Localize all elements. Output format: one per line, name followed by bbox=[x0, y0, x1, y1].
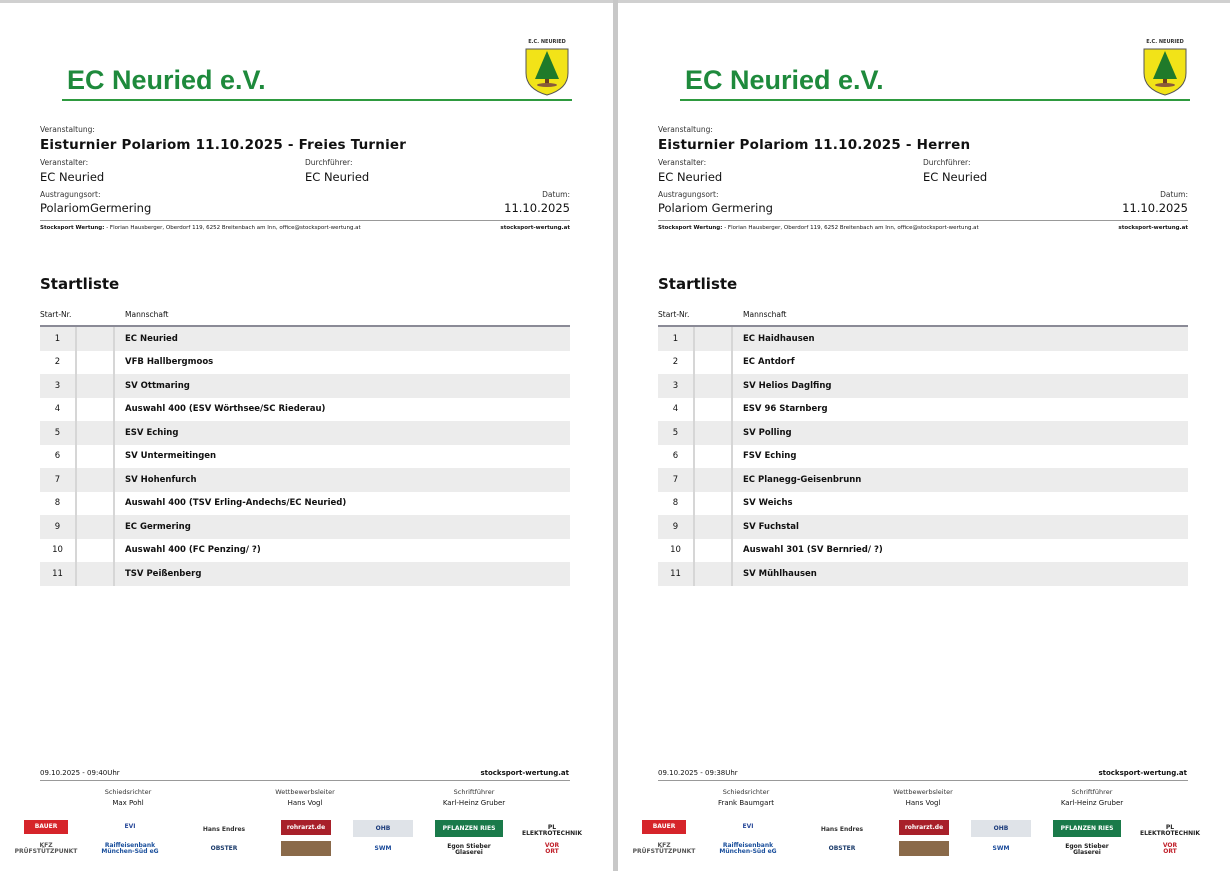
sponsor-logo: rohrarzt.de bbox=[899, 820, 949, 835]
organizer-value: EC Neuried bbox=[40, 170, 105, 184]
sponsor-logo: OBSTER bbox=[818, 840, 866, 858]
organizer-label: Veranstalter: bbox=[658, 158, 707, 167]
empty-cell bbox=[695, 468, 733, 492]
start-list-table bbox=[40, 325, 570, 586]
sponsor-logo: OHB bbox=[971, 820, 1031, 837]
section-title: Startliste bbox=[658, 275, 738, 293]
table-row bbox=[40, 468, 570, 492]
team-name: SV Hohenfurch bbox=[125, 474, 197, 485]
team-name: EC Haidhausen bbox=[743, 333, 815, 344]
sponsor-logo bbox=[899, 841, 949, 856]
svg-text:E.C. NEURIED: E.C. NEURIED bbox=[1146, 39, 1184, 45]
table-row bbox=[658, 468, 1188, 492]
club-brand-title: EC Neuried e.V. bbox=[685, 65, 884, 95]
footer-timestamp: 09.10.2025 - 09:38Uhr bbox=[658, 769, 738, 777]
footer-rule bbox=[40, 780, 570, 781]
sponsor-logo: Egon Stieber Glaserei bbox=[435, 838, 503, 862]
start-number: 11 bbox=[40, 562, 77, 586]
official-name: Karl-Heinz Gruber bbox=[1060, 799, 1124, 807]
sponsor-logo: rohrarzt.de bbox=[281, 820, 331, 835]
table-row bbox=[40, 374, 570, 398]
empty-cell bbox=[695, 351, 733, 375]
executor-value: EC Neuried bbox=[305, 170, 370, 184]
footer-timestamp: 09.10.2025 - 09:40Uhr bbox=[40, 769, 120, 777]
table-row bbox=[658, 398, 1188, 422]
table-row bbox=[40, 327, 570, 351]
organizer-value: EC Neuried bbox=[658, 170, 723, 184]
table-row bbox=[658, 327, 1188, 351]
start-number: 9 bbox=[658, 515, 695, 539]
organizer-label: Veranstalter: bbox=[40, 158, 89, 167]
credit-label: Stocksport Wertung: bbox=[658, 225, 723, 231]
table-row bbox=[658, 492, 1188, 516]
start-number: 4 bbox=[658, 398, 695, 422]
table-row bbox=[40, 445, 570, 469]
sponsor-logo: PL ELEKTROTECHNIK bbox=[1136, 822, 1204, 840]
team-name: SV Ottmaring bbox=[125, 380, 190, 391]
header-rule bbox=[62, 99, 572, 101]
empty-cell bbox=[77, 492, 115, 516]
team-name: SV Mühlhausen bbox=[743, 568, 817, 579]
sponsor-logo: PFLANZEN RIES bbox=[1053, 820, 1121, 837]
document-page bbox=[618, 3, 1230, 871]
sponsor-logo: VOR ORT bbox=[1158, 840, 1182, 858]
sponsor-logo: Egon Stieber Glaserei bbox=[1053, 838, 1121, 862]
column-header-team: Mannschaft bbox=[125, 310, 169, 319]
site-link[interactable]: stocksport-wertung.at bbox=[500, 225, 570, 231]
empty-cell bbox=[695, 398, 733, 422]
empty-cell bbox=[695, 539, 733, 563]
sponsor-logo: Raiffeisenbank München-Süd eG bbox=[90, 840, 170, 858]
start-number: 8 bbox=[658, 492, 695, 516]
team-name: SV Weichs bbox=[743, 498, 793, 509]
team-name: FSV Eching bbox=[743, 451, 797, 462]
start-number: 7 bbox=[658, 468, 695, 492]
empty-cell bbox=[77, 468, 115, 492]
sponsor-logo: OHB bbox=[353, 820, 413, 837]
start-number: 11 bbox=[658, 562, 695, 586]
sponsor-logo: SWM bbox=[353, 841, 413, 856]
table-row bbox=[658, 445, 1188, 469]
official-role: Schiedsrichter bbox=[722, 788, 770, 796]
table-row bbox=[40, 351, 570, 375]
venue-label: Austragungsort: bbox=[40, 190, 101, 199]
event-label: Veranstaltung: bbox=[40, 125, 95, 134]
document-page bbox=[0, 3, 612, 871]
empty-cell bbox=[695, 562, 733, 586]
sponsor-logo bbox=[281, 841, 331, 856]
empty-cell bbox=[77, 445, 115, 469]
team-name: EC Antdorf bbox=[743, 357, 795, 368]
sponsor-logo: KFZ PRÜFSTÜTZPUNKT bbox=[24, 840, 68, 858]
empty-cell bbox=[77, 398, 115, 422]
sponsor-logo: PFLANZEN RIES bbox=[435, 820, 503, 837]
official-role: Schiedsrichter bbox=[104, 788, 152, 796]
empty-cell bbox=[77, 351, 115, 375]
team-name: Auswahl 301 (SV Bernried/ ?) bbox=[743, 545, 883, 556]
column-header-start-nr: Start-Nr. bbox=[658, 310, 690, 319]
sponsor-logo: SWM bbox=[971, 841, 1031, 856]
official-name: Max Pohl bbox=[112, 799, 144, 807]
official-name: Karl-Heinz Gruber bbox=[442, 799, 506, 807]
empty-cell bbox=[695, 515, 733, 539]
footer-rule bbox=[658, 780, 1188, 781]
start-number: 9 bbox=[40, 515, 77, 539]
team-name: Auswahl 400 (FC Penzing/ ?) bbox=[125, 545, 261, 556]
official-role: Schriftführer bbox=[453, 788, 495, 796]
executor-value: EC Neuried bbox=[923, 170, 988, 184]
team-name: EC Planegg-Geisenbrunn bbox=[743, 474, 862, 485]
info-rule bbox=[658, 220, 1188, 221]
table-row bbox=[658, 374, 1188, 398]
venue-label: Austragungsort: bbox=[658, 190, 719, 199]
header-rule bbox=[680, 99, 1190, 101]
start-number: 5 bbox=[40, 421, 77, 445]
start-number: 10 bbox=[40, 539, 77, 563]
sponsor-logo: VOR ORT bbox=[540, 840, 564, 858]
empty-cell bbox=[695, 374, 733, 398]
team-name: EC Germering bbox=[125, 521, 191, 532]
site-link[interactable]: stocksport-wertung.at bbox=[1118, 225, 1188, 231]
info-rule bbox=[40, 220, 570, 221]
start-number: 4 bbox=[40, 398, 77, 422]
date-label: Datum: bbox=[1160, 190, 1188, 199]
credit-text: - Florian Hausberger, Oberdorf 119, 6252 Breitenbach am Inn, office@stocksport-wertung.at bbox=[104, 225, 361, 231]
table-row bbox=[40, 421, 570, 445]
table-row bbox=[658, 515, 1188, 539]
date-value: 11.10.2025 bbox=[1122, 201, 1188, 215]
empty-cell bbox=[695, 492, 733, 516]
table-row bbox=[658, 539, 1188, 563]
executor-label: Durchführer: bbox=[923, 158, 971, 167]
team-name: ESV Eching bbox=[125, 427, 179, 438]
sponsor-logo: EVI bbox=[90, 820, 170, 834]
start-number: 1 bbox=[658, 327, 695, 351]
column-header-team: Mannschaft bbox=[743, 310, 787, 319]
team-name: SV Fuchstal bbox=[743, 521, 799, 532]
footer-site[interactable]: stocksport-wertung.at bbox=[480, 769, 569, 777]
credit-line bbox=[658, 225, 979, 231]
start-number: 3 bbox=[658, 374, 695, 398]
team-name: SV Polling bbox=[743, 427, 792, 438]
credit-line bbox=[40, 225, 361, 231]
official-role: Wettbewerbsleiter bbox=[893, 788, 953, 796]
sponsor-logo: BAUER bbox=[24, 820, 68, 834]
team-name: SV Untermeitingen bbox=[125, 451, 217, 462]
start-number: 3 bbox=[40, 374, 77, 398]
sponsor-logo: Raiffeisenbank München-Süd eG bbox=[708, 840, 788, 858]
svg-text:E.C. NEURIED: E.C. NEURIED bbox=[528, 39, 566, 45]
empty-cell bbox=[77, 374, 115, 398]
official-name: Hans Vogl bbox=[905, 799, 941, 807]
start-number: 10 bbox=[658, 539, 695, 563]
official-name: Frank Baumgart bbox=[717, 799, 775, 807]
footer-site[interactable]: stocksport-wertung.at bbox=[1098, 769, 1187, 777]
club-crest-logo bbox=[520, 37, 574, 97]
team-name: Auswahl 400 (ESV Wörthsee/SC Riederau) bbox=[125, 404, 326, 415]
start-number: 7 bbox=[40, 468, 77, 492]
team-name: SV Helios Daglfing bbox=[743, 380, 832, 391]
start-number: 6 bbox=[40, 445, 77, 469]
official-role: Schriftführer bbox=[1071, 788, 1113, 796]
table-row bbox=[658, 351, 1188, 375]
club-brand-title: EC Neuried e.V. bbox=[67, 65, 266, 95]
table-row bbox=[40, 492, 570, 516]
empty-cell bbox=[695, 445, 733, 469]
team-name: Auswahl 400 (TSV Erling-Andechs/EC Neuried) bbox=[125, 498, 347, 509]
empty-cell bbox=[695, 421, 733, 445]
table-row bbox=[658, 562, 1188, 586]
start-number: 2 bbox=[40, 351, 77, 375]
table-row bbox=[40, 562, 570, 586]
start-number: 5 bbox=[658, 421, 695, 445]
venue-value: PolariomGermering bbox=[40, 201, 152, 215]
date-label: Datum: bbox=[542, 190, 570, 199]
sponsor-logo: KFZ PRÜFSTÜTZPUNKT bbox=[642, 840, 686, 858]
empty-cell bbox=[77, 327, 115, 351]
team-name: ESV 96 Starnberg bbox=[743, 404, 828, 415]
start-number: 2 bbox=[658, 351, 695, 375]
start-list-table bbox=[658, 325, 1188, 586]
empty-cell bbox=[77, 539, 115, 563]
sponsor-logo: Hans Endres bbox=[818, 822, 866, 838]
column-header-start-nr: Start-Nr. bbox=[40, 310, 72, 319]
empty-cell bbox=[695, 327, 733, 351]
sponsor-logo: EVI bbox=[708, 820, 788, 834]
team-name: VFB Hallbergmoos bbox=[125, 357, 214, 368]
event-title: Eisturnier Polariom 11.10.2025 - Freies Turnier bbox=[40, 137, 407, 153]
start-number: 6 bbox=[658, 445, 695, 469]
table-row bbox=[658, 421, 1188, 445]
table-row bbox=[40, 539, 570, 563]
team-name: EC Neuried bbox=[125, 333, 178, 344]
table-row bbox=[40, 398, 570, 422]
start-number: 8 bbox=[40, 492, 77, 516]
event-label: Veranstaltung: bbox=[658, 125, 713, 134]
executor-label: Durchführer: bbox=[305, 158, 353, 167]
official-role: Wettbewerbsleiter bbox=[275, 788, 335, 796]
empty-cell bbox=[77, 562, 115, 586]
empty-cell bbox=[77, 421, 115, 445]
sponsor-logo: BAUER bbox=[642, 820, 686, 834]
sponsor-logo: PL ELEKTROTECHNIK bbox=[518, 822, 586, 840]
team-name: TSV Peißenberg bbox=[125, 568, 202, 579]
table-row bbox=[40, 515, 570, 539]
section-title: Startliste bbox=[40, 275, 120, 293]
club-crest-logo bbox=[1138, 37, 1192, 97]
credit-text: - Florian Hausberger, Oberdorf 119, 6252 Breitenbach am Inn, office@stocksport-wertung.at bbox=[722, 225, 979, 231]
official-name: Hans Vogl bbox=[287, 799, 323, 807]
sponsor-logo: OBSTER bbox=[200, 840, 248, 858]
date-value: 11.10.2025 bbox=[504, 201, 570, 215]
credit-label: Stocksport Wertung: bbox=[40, 225, 105, 231]
start-number: 1 bbox=[40, 327, 77, 351]
sponsor-logo: Hans Endres bbox=[200, 822, 248, 838]
empty-cell bbox=[77, 515, 115, 539]
venue-value: Polariom Germering bbox=[658, 201, 773, 215]
event-title: Eisturnier Polariom 11.10.2025 - Herren bbox=[658, 137, 971, 153]
